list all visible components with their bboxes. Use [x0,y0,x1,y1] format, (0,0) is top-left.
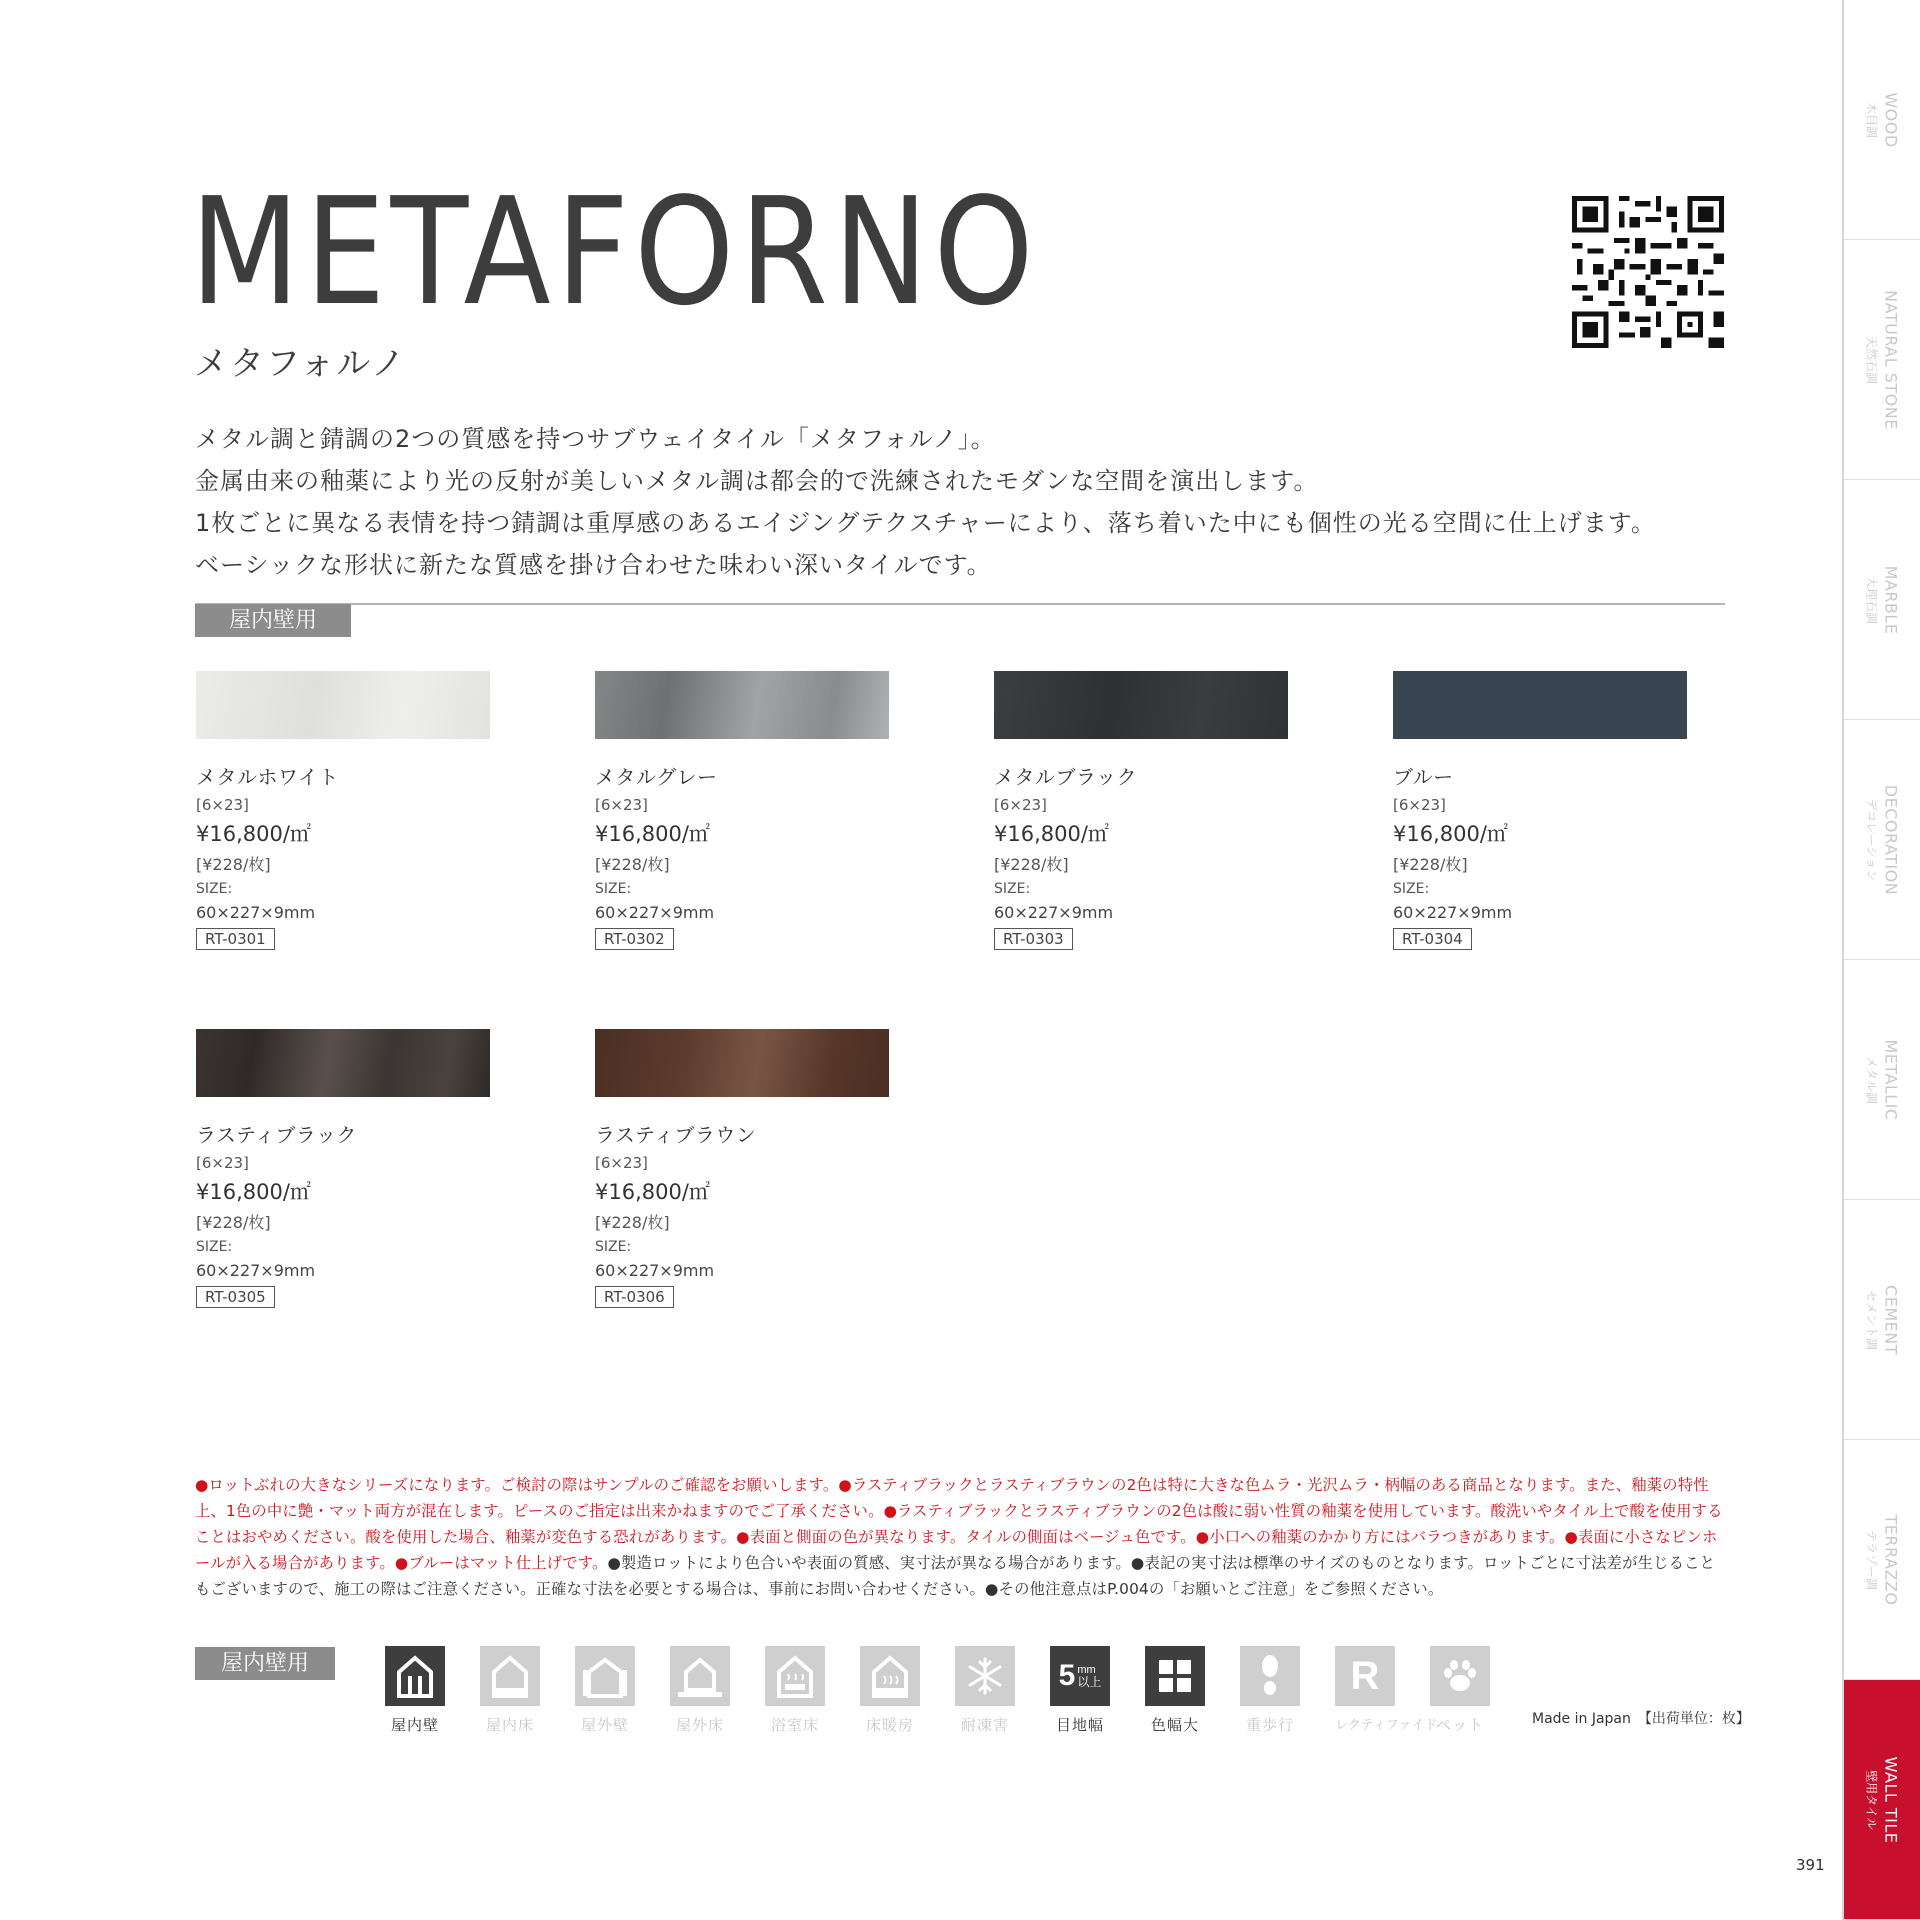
bathroom-floor-icon [765,1646,825,1706]
nav-tab-marble[interactable] [1844,480,1920,720]
product-size-label: SIZE: [994,881,1031,897]
product-swatch [994,671,1288,739]
usage-item [480,1646,575,1735]
product-size-label: SIZE: [1393,881,1430,897]
heavy-walking-icon [1240,1646,1300,1706]
product-code: RT-0302 [595,928,674,950]
usage-item [385,1646,480,1735]
product-swatch [196,1029,490,1097]
page-number: 391 [1796,1856,1825,1874]
product-code: RT-0306 [595,1286,674,1308]
color-variation-icon [1145,1646,1205,1706]
nav-tab-terrazzo[interactable] [1844,1440,1920,1680]
product-code: RT-0305 [196,1286,275,1308]
nav-tab-en: CEMENT [1881,1284,1901,1355]
joint-width-value: 5 [1058,1659,1076,1692]
usage-item-label: 屋外壁 [580,1716,629,1734]
qr-code-icon [1572,196,1724,348]
product-dimensions: 60×227×9mm [1393,903,1513,922]
outdoor-floor-icon [670,1646,730,1706]
nav-tab-jp: メタル調 [1864,1055,1879,1104]
usage-item [1050,1646,1145,1735]
product-size: [6×23] [994,796,1047,814]
product-size: [6×23] [595,1154,648,1172]
usage-item [575,1646,670,1735]
nav-tab-jp: 大理石調 [1864,575,1879,624]
usage-icons [385,1646,1525,1735]
usage-item [670,1646,765,1735]
product-price: ¥16,800/㎡ [994,822,1109,846]
rectified-glyph: R [1350,1653,1380,1698]
joint-width-unit: mm [1077,1663,1096,1676]
section-divider [195,603,1725,605]
usage-item-label: 屋内壁 [390,1716,439,1734]
product-size: [6×23] [196,796,249,814]
product-price: ¥16,800/㎡ [196,822,311,846]
product-size-label: SIZE: [595,1239,632,1255]
usage-item-label: 浴室床 [770,1716,819,1734]
indoor-wall-icon [385,1646,445,1706]
product-price: ¥16,800/㎡ [595,822,710,846]
product-unit-price: [¥228/枚] [595,855,670,874]
product-unit-price: [¥228/枚] [1393,855,1468,874]
made-in-label: Made in Japan 【出荷単位：枚】 [1532,1711,1750,1727]
product-name: ブルー [1393,765,1454,789]
nav-tab-metallic[interactable] [1844,960,1920,1200]
nav-tab-jp: 天然石調 [1864,335,1879,384]
nav-tab-natural-stone[interactable] [1844,240,1920,480]
usage-item [1240,1646,1335,1735]
description-line: 金属由来の釉薬により光の反射が美しいメタル調は都会的で洗練されたモダンな空間を演出します。 [195,467,1319,495]
nav-tab-en: MARBLE [1881,565,1901,634]
product-card [1393,671,1693,950]
product-name: ラスティブラック [196,1123,357,1147]
product-size: [6×23] [595,796,648,814]
product-code: RT-0304 [1393,928,1472,950]
nav-tab-cement[interactable] [1844,1200,1920,1440]
product-card [994,671,1294,950]
usage-item [1335,1646,1438,1735]
product-size: [6×23] [196,1154,249,1172]
usage-item-label: 屋内床 [485,1716,534,1734]
product-name: メタルブラック [994,765,1138,789]
indoor-floor-icon [480,1646,540,1706]
nav-tab-jp: デコレーション [1864,797,1879,882]
caution-notes-red: ●ロットぶれの大きなシリーズになります。ご検討の際はサンプルのご確認をお願いします。●ラスティブラックとラスティブラウンの2色は特に大きな色ムラ・光沢ムラ・柄幅のある商品となります。また、釉薬の特性上、1色の中に艶・マット両方が混在します。ピースのご指定は出来かねますのでご了承ください。●ラスティブラックとラスティブラウンの2色は酸に弱い性質の釉薬を使用しています。酸洗いやタイル上で酸を使用することはおやめください。酸を使用した場合、釉薬が変色する恐れがあります。●表面と側面の色が異なります。タイルの側面はベージュ色です。●小口への釉薬のかかり方にはバラつきがあります。●表面に小さなピンホールが入る場合があります。●ブルーはマット仕上げです。 [195,1476,1723,1572]
nav-tab-en: WOOD [1881,91,1901,148]
product-price: ¥16,800/㎡ [196,1180,311,1204]
nav-tab-jp: セメント調 [1864,1289,1879,1350]
product-dimensions: 60×227×9mm [994,903,1114,922]
outdoor-wall-icon [575,1646,635,1706]
product-card [196,1029,496,1308]
product-size-label: SIZE: [196,881,233,897]
product-name: ラスティブラウン [595,1123,757,1147]
product-swatch [196,671,490,739]
product-size-label: SIZE: [595,881,632,897]
product-unit-price: [¥228/枚] [196,1213,271,1232]
description-line: ベーシックな形状に新たな質感を掛け合わせた味わい深いタイルです。 [195,551,992,579]
nav-tab-en: DECORATION [1881,784,1901,895]
page-title: METAFORNO [190,166,1039,338]
product-card [595,671,895,950]
nav-tab-wall-tile[interactable] [1844,1680,1920,1920]
usage-item [1430,1646,1525,1735]
product-name: メタルグレー [595,765,718,789]
description-line: メタル調と錆調の2つの質感を持つサブウェイタイル「メタフォルノ」。 [195,425,996,453]
pet-icon [1430,1646,1490,1706]
caution-notes [195,1472,1728,1602]
usage-item-label: 重歩行 [1245,1716,1294,1734]
product-name: メタルホワイト [196,765,339,789]
floor-heating-icon [860,1646,920,1706]
product-swatch [595,671,889,739]
usage-label: 屋内壁用 [195,1647,335,1680]
frost-resistant-icon [955,1646,1015,1706]
product-swatch [595,1029,889,1097]
caution-notes-general: ●製造ロットにより色合いや表面の質感、実寸法が異なる場合があります。●表記の実寸法は標準のサイズのものとなります。ロットごとに寸法差が生じることもございますので、施工の際はご注意ください。正確な寸法を必要とする場合は、事前にお問い合わせください。●その他注意点はP.004の「お願いとご注意」をご参照ください。 [195,1554,1716,1598]
product-unit-price: [¥228/枚] [196,855,271,874]
nav-tab-jp: 壁用タイル [1864,1769,1879,1830]
product-card [196,671,496,950]
product-dimensions: 60×227×9mm [595,1261,715,1280]
product-unit-price: [¥228/枚] [595,1213,670,1232]
usage-item [860,1646,955,1735]
product-size: [6×23] [1393,796,1446,814]
product-dimensions: 60×227×9mm [196,1261,316,1280]
product-size-label: SIZE: [196,1239,233,1255]
section-label: 屋内壁用 [195,604,351,637]
usage-item-label: 目地幅 [1055,1716,1104,1734]
nav-tab-en: NATURAL STONE [1881,289,1901,430]
usage-item [955,1646,1050,1735]
usage-item-label: ペット [1435,1716,1484,1734]
usage-item-label: 床暖房 [865,1716,914,1734]
nav-tab-jp: 木目調 [1864,101,1879,138]
usage-item [765,1646,860,1735]
page-subtitle: メタフォルノ [194,344,407,384]
product-unit-price: [¥228/枚] [994,855,1069,874]
nav-tab-decoration[interactable] [1844,720,1920,960]
product-dimensions: 60×227×9mm [595,903,715,922]
usage-item-label: レクティファイド [1335,1718,1438,1733]
usage-item-label: 耐凍害 [960,1716,1009,1734]
nav-tab-en: WALL TILE [1881,1756,1901,1843]
usage-item-label: 色幅大 [1150,1716,1199,1734]
description [195,418,1715,586]
product-swatch [1393,671,1687,739]
usage-item [1145,1646,1240,1735]
joint-width-suffix: 以上 [1077,1674,1102,1689]
product-code: RT-0301 [196,928,275,950]
product-price: ¥16,800/㎡ [1393,822,1508,846]
product-dimensions: 60×227×9mm [196,903,316,922]
nav-tab-en: METALLIC [1881,1038,1901,1121]
rectified-icon [1335,1646,1395,1706]
product-code: RT-0303 [994,928,1073,950]
joint-width-icon [1050,1646,1110,1706]
nav-tab-jp: テラゾー調 [1864,1529,1879,1590]
description-line: 1枚ごとに異なる表情を持つ錆調は重厚感のあるエイジングテクスチャーにより、落ち着いた中にも個性の光る空間に仕上げます。 [195,509,1656,537]
product-card [595,1029,895,1308]
nav-tab-en: TERRAZZO [1881,1514,1901,1605]
usage-item-label: 屋外床 [675,1716,724,1734]
nav-tab-wood[interactable] [1844,0,1920,240]
side-navigation [1842,0,1920,1920]
product-price: ¥16,800/㎡ [595,1180,710,1204]
